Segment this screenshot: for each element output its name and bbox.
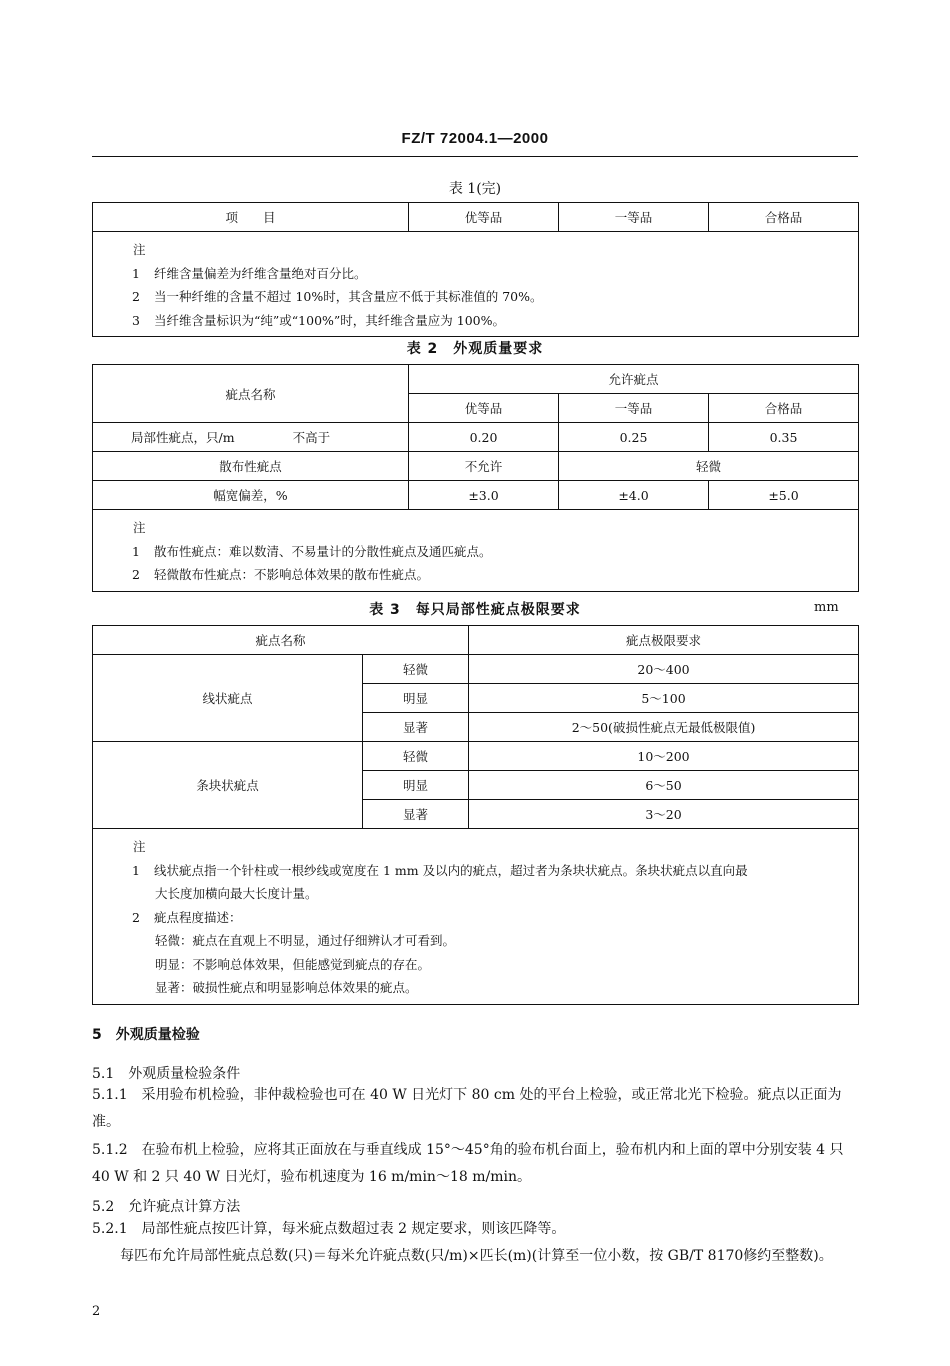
table3-notes-label: 注 — [133, 839, 146, 854]
table3-header-limit: 疵点极限要求 — [469, 626, 859, 655]
table1-notes — [93, 232, 859, 337]
table2-cell: ±4.0 — [559, 481, 709, 510]
table2-header-grade2: 一等品 — [559, 394, 709, 423]
table2-row-width-deviation: 幅宽偏差，% — [93, 481, 409, 510]
table3-value: 5～100 — [469, 684, 859, 713]
table2-notes-label: 注 — [133, 520, 146, 535]
section5-title: 5 外观质量检验 — [92, 1027, 200, 1043]
table2-cell: ±5.0 — [709, 481, 859, 510]
table1-header-item: 项 目 — [93, 203, 409, 232]
table3-note-2-item: 轻微：疵点在直观上不明显，通过仔细辨认才可看到。 — [155, 933, 456, 948]
table3 — [92, 625, 859, 1005]
section5-1-1-text: 5.1.1 采用验布机检验，非仲裁检验也可在 40 W 日光灯下 80 cm 处的平台上检验，或正常北光下检验。疵点以正面为准。 — [92, 1087, 842, 1130]
table2-header-grade1: 优等品 — [409, 394, 559, 423]
standard-code: FZ/T 72004.1—2000 — [401, 130, 549, 147]
table3-note-2: 2 疵点程度描述： — [132, 909, 242, 925]
table3-unit: mm — [814, 600, 839, 615]
table1-note: 2 当一种纤维的含量不超过 10%时，其含量应不低于其标准值的 70%。 — [132, 289, 543, 304]
table3-value: 6～50 — [469, 771, 859, 800]
formula-text: 每匹布允许局部性疵点总数(只)＝每米允许疵点数(只/m)×匹长(m)(计算至一位小数，按 GB/T 8170修约至整数)。 — [120, 1248, 833, 1264]
table3-level: 轻微 — [363, 742, 469, 771]
table1-caption: 表 1(完) — [448, 181, 502, 197]
table2-header-grade3: 合格品 — [709, 394, 859, 423]
table3-value: 10～200 — [469, 742, 859, 771]
table2-header-defect-name: 疵点名称 — [93, 365, 409, 423]
table1-note: 3 当纤维含量标识为“纯”或“100%”时，其纤维含量应为 100%。 — [132, 312, 506, 328]
section5-1-2-text: 5.1.2 在验布机上检验，应将其正面放在与垂直线成 15°～45°角的验布机台面上，验布机内和上面的罩中分别安装 4 只 40 W 和 2 只 40 W 日光灯，验布机速度为 16 m/min～18 m/min。 — [92, 1142, 844, 1185]
table3-note-1-cont: 大长度加横向最大长度计量。 — [155, 886, 318, 901]
section5-1-title: 5.1 外观质量检验条件 — [92, 1066, 241, 1082]
table2-notes — [93, 510, 859, 592]
table1-header-grade1: 优等品 — [409, 203, 559, 232]
header-rule — [92, 156, 858, 157]
table3-level: 明显 — [363, 684, 469, 713]
table2-row-local-defect: 局部性疵点，只/m 不高于 — [93, 423, 409, 452]
table2-cell-merged: 轻微 — [559, 452, 859, 481]
table2-cell: 0.20 — [409, 423, 559, 452]
table3-notes — [93, 829, 859, 1005]
table2-caption: 表 2 外观质量要求 — [406, 341, 544, 357]
table1 — [92, 202, 859, 337]
table3-note-2-item: 显著：破损性疵点和明显影响总体效果的疵点。 — [155, 980, 418, 995]
table2 — [92, 364, 859, 592]
table1-note: 1 纤维含量偏差为纤维含量绝对百分比。 — [132, 265, 367, 281]
table3-note-1: 1 线状疵点指一个针柱或一根纱线或宽度在 1 mm 及以内的疵点，超过者为条块状疵点。条块状疵点以直向最 — [132, 862, 748, 878]
section5-2-1-text: 5.2.1 局部性疵点按匹计算，每米疵点数超过表 2 规定要求，则该匹降等。 — [92, 1221, 566, 1237]
table2-cell: 0.25 — [559, 423, 709, 452]
table2-row-scattered-defect: 散布性疵点 — [93, 452, 409, 481]
table3-note-2-item: 明显：不影响总体效果，但能感觉到疵点的存在。 — [155, 956, 431, 972]
table1-notes-label: 注 — [133, 242, 146, 257]
table2-cell: 0.35 — [709, 423, 859, 452]
table3-group-linear: 线状疵点 — [93, 655, 363, 742]
table3-level: 显著 — [363, 713, 469, 742]
table3-level: 显著 — [363, 800, 469, 829]
table1-header-grade2: 一等品 — [559, 203, 709, 232]
table2-cell: ±3.0 — [409, 481, 559, 510]
table3-header-defect-name: 疵点名称 — [93, 626, 469, 655]
table2-cell: 不允许 — [409, 452, 559, 481]
table1-header-grade3: 合格品 — [709, 203, 859, 232]
table3-group-block: 条块状疵点 — [93, 742, 363, 829]
table3-value: 3～20 — [469, 800, 859, 829]
table3-caption: 表 3 每只局部性疵点极限要求 — [369, 602, 581, 618]
table2-note: 1 散布性疵点：难以数清、不易量计的分散性疵点及通匹疵点。 — [132, 543, 492, 559]
table3-value: 2～50(破损性疵点无最低极限值) — [469, 713, 859, 742]
section5-2-title: 5.2 允许疵点计算方法 — [92, 1199, 241, 1215]
table2-note: 2 轻微散布性疵点：不影响总体效果的散布性疵点。 — [132, 567, 430, 582]
table2-header-allowed: 允许疵点 — [409, 365, 859, 394]
table3-level: 明显 — [363, 771, 469, 800]
table3-level: 轻微 — [363, 655, 469, 684]
table3-value: 20～400 — [469, 655, 859, 684]
page-number: 2 — [92, 1304, 101, 1319]
